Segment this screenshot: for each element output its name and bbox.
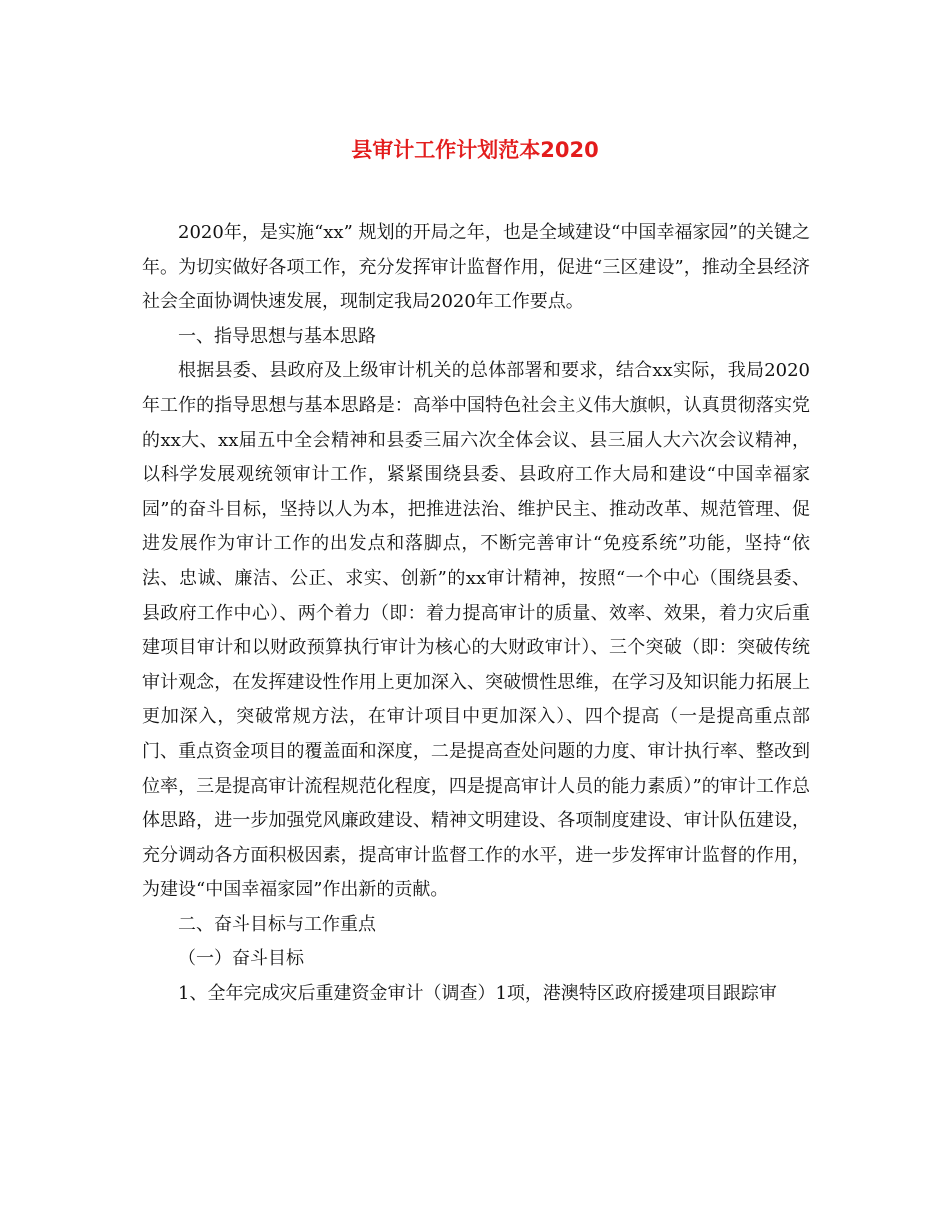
intro-paragraph: 2020年，是实施“xx” 规划的开局之年，也是全域建设“中国幸福家园”的关键之年。为切实做好各项工作，充分发挥审计监督作用，促进“三区建设”，推动全县经济社会全面协调快速发展，现制定我局2020年工作要点。 [142,222,810,313]
section-heading-goals: 二、奋斗目标与工作重点 [178,913,376,935]
section-heading-guiding-thoughts: 一、指导思想与基本思路 [178,325,376,347]
subsection-heading-goals: （一）奋斗目标 [178,948,304,970]
document-body [142,216,810,1012]
document-title: 县审计工作计划范本2020 [351,138,599,162]
goal-item-1: 1、全年完成灾后重建资金审计（调查）1项，港澳特区政府援建项目跟踪审 [178,983,777,1005]
guiding-thoughts-paragraph: 根据县委、县政府及上级审计机关的总体部署和要求，结合xx实际，我局2020年工作的指导思想与基本思路是：高举中国特色社会主义伟大旗帜，认真贯彻落实党的xx大、xx届五中全会精神和县委三届六次全体会议、县三届人大六次会议精神，以科学发展观统领审计工作，紧紧围绕县委、县政府工作大局和建设“中国幸福家园”的奋斗目标，坚持以人为本，把推进法治、维护民主、推动改革、规范管理、促进发展作为审计工作的出发点和落脚点，不断完善审计“免疫系统”功能，坚持“依法、忠诚、廉洁、公正、求实、创新”的xx审计精神，按照“一个中心（围绕县委、县政府工作中心）、两个着力（即：着力提高审计的质量、效率、效果，着力灾后重建项目审计和以财政预算执行审计为核心的大财政审计）、三个突破（即：突破传统审计观念，在发挥建设性作用上更加深入、突破惯性思维，在学习及知识能力拓展上更加深入，突破常规方法，在审计项目中更加深入）、四个提高（一是提高重点部门、重点资金项目的覆盖面和深度，二是提高查处问题的力度、审计执行率、整改到位率，三是提高审计流程规范化程度，四是提高审计人员的能力素质）”的审计工作总体思路，进一步加强党风廉政建设、精神文明建设、各项制度建设、审计队伍建设，充分调动各方面积极因素，提高审计监督工作的水平，进一步发挥审计监督的作用，为建设“中国幸福家园”作出新的贡献。 [142,360,810,901]
